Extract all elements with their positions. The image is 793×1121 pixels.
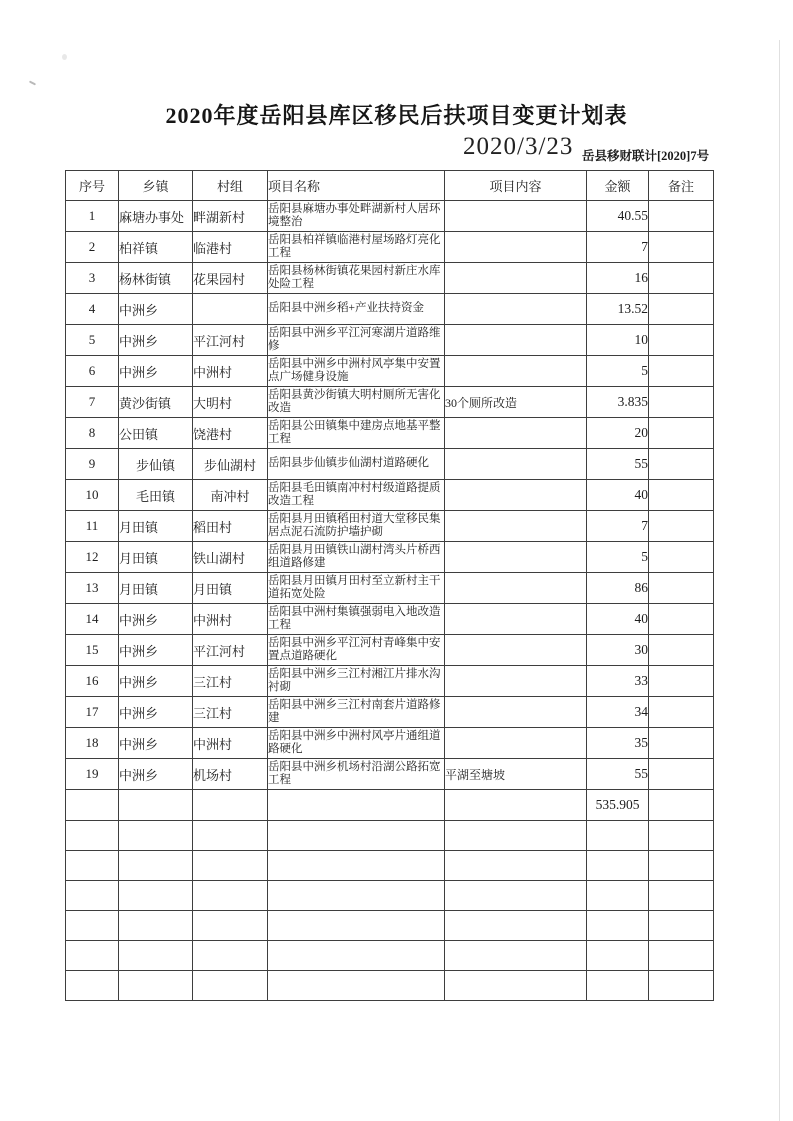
cell-no: 18 xyxy=(66,728,119,759)
cell-amount: 40.55 xyxy=(587,201,649,232)
cell-township: 柏祥镇 xyxy=(119,232,193,263)
cell-township: 月田镇 xyxy=(119,542,193,573)
table-row xyxy=(66,325,714,356)
cell-no xyxy=(66,790,119,821)
cell-village: 三江村 xyxy=(193,697,268,728)
table-row xyxy=(66,263,714,294)
table-row xyxy=(66,201,714,232)
cell-project: 岳阳县中洲乡机场村沿湖公路拓宽工程 xyxy=(268,759,445,790)
cell-no: 1 xyxy=(66,201,119,232)
header-cell-no: 序号 xyxy=(66,171,119,201)
table-row xyxy=(66,511,714,542)
table-row xyxy=(66,387,714,418)
header-cell-remark: 备注 xyxy=(649,171,714,201)
cell-village: 平江河村 xyxy=(193,325,268,356)
table-row xyxy=(66,418,714,449)
cell-village: 平江河村 xyxy=(193,635,268,666)
cell-project xyxy=(268,941,445,971)
cell-no: 5 xyxy=(66,325,119,356)
cell-no xyxy=(66,941,119,971)
table-row xyxy=(66,728,714,759)
cell-project: 岳阳县中洲乡中洲村风亭片通组道路硬化 xyxy=(268,728,445,759)
cell-township: 中洲乡 xyxy=(119,759,193,790)
table-row xyxy=(66,542,714,573)
cell-village: 步仙湖村 xyxy=(193,449,268,480)
empty-row xyxy=(66,851,714,881)
cell-no: 16 xyxy=(66,666,119,697)
empty-row xyxy=(66,911,714,941)
empty-row xyxy=(66,971,714,1001)
cell-village xyxy=(193,294,268,325)
cell-amount: 40 xyxy=(587,604,649,635)
cell-remark xyxy=(649,449,714,480)
cell-project: 岳阳县月田镇铁山湖村湾头片桥西组道路修建 xyxy=(268,542,445,573)
cell-remark xyxy=(649,881,714,911)
cell-village: 临港村 xyxy=(193,232,268,263)
cell-amount: 13.52 xyxy=(587,294,649,325)
cell-remark xyxy=(649,697,714,728)
cell-village: 花果园村 xyxy=(193,263,268,294)
cell-township xyxy=(119,911,193,941)
cell-project: 岳阳县中洲乡平江河村青峰集中安置点道路硬化 xyxy=(268,635,445,666)
cell-project xyxy=(268,911,445,941)
cell-amount xyxy=(587,971,649,1001)
cell-amount: 3.835 xyxy=(587,387,649,418)
cell-project xyxy=(268,821,445,851)
cell-amount xyxy=(587,851,649,881)
cell-content xyxy=(445,881,587,911)
cell-amount: 5 xyxy=(587,542,649,573)
cell-project xyxy=(268,851,445,881)
cell-no xyxy=(66,911,119,941)
cell-content xyxy=(445,911,587,941)
cell-amount: 10 xyxy=(587,325,649,356)
empty-row xyxy=(66,821,714,851)
table-header-row xyxy=(66,171,714,201)
cell-content xyxy=(445,232,587,263)
cell-no: 19 xyxy=(66,759,119,790)
cell-township xyxy=(119,971,193,1001)
cell-content xyxy=(445,666,587,697)
cell-no xyxy=(66,881,119,911)
cell-no: 15 xyxy=(66,635,119,666)
scan-artifact-dash xyxy=(29,80,36,85)
header-cell-township: 乡镇 xyxy=(119,171,193,201)
cell-no: 11 xyxy=(66,511,119,542)
table-row xyxy=(66,759,714,790)
empty-row xyxy=(66,941,714,971)
cell-content xyxy=(445,971,587,1001)
header-cell-project: 项目名称 xyxy=(268,171,445,201)
cell-no: 12 xyxy=(66,542,119,573)
cell-no: 2 xyxy=(66,232,119,263)
scan-artifact-speck xyxy=(62,54,67,60)
cell-remark xyxy=(649,263,714,294)
projects-table xyxy=(65,170,714,1001)
cell-township: 中洲乡 xyxy=(119,325,193,356)
cell-content xyxy=(445,325,587,356)
cell-amount xyxy=(587,911,649,941)
cell-remark xyxy=(649,232,714,263)
cell-no: 13 xyxy=(66,573,119,604)
cell-village xyxy=(193,971,268,1001)
cell-remark xyxy=(649,941,714,971)
cell-project: 岳阳县毛田镇南冲村村级道路提质改造工程 xyxy=(268,480,445,511)
cell-content xyxy=(445,511,587,542)
cell-remark xyxy=(649,759,714,790)
cell-remark xyxy=(649,201,714,232)
cell-project: 岳阳县麻塘办事处畔湖新村人居环境整治 xyxy=(268,201,445,232)
cell-village: 月田镇 xyxy=(193,573,268,604)
cell-township xyxy=(119,881,193,911)
scan-edge-shadow xyxy=(779,40,780,1121)
cell-remark xyxy=(649,790,714,821)
cell-village: 大明村 xyxy=(193,387,268,418)
cell-amount: 535.905 xyxy=(587,790,649,821)
cell-content xyxy=(445,263,587,294)
cell-amount: 33 xyxy=(587,666,649,697)
cell-content: 平湖至塘坡 xyxy=(445,759,587,790)
cell-no: 9 xyxy=(66,449,119,480)
table-row xyxy=(66,604,714,635)
cell-no: 14 xyxy=(66,604,119,635)
cell-content xyxy=(445,851,587,881)
cell-project: 岳阳县黄沙街镇大明村厕所无害化改造 xyxy=(268,387,445,418)
cell-project: 岳阳县柏祥镇临港村屋场路灯亮化工程 xyxy=(268,232,445,263)
cell-project xyxy=(268,881,445,911)
cell-township: 杨林街镇 xyxy=(119,263,193,294)
cell-township xyxy=(119,941,193,971)
cell-village xyxy=(193,911,268,941)
cell-content xyxy=(445,790,587,821)
cell-township: 月田镇 xyxy=(119,511,193,542)
cell-amount: 16 xyxy=(587,263,649,294)
cell-content xyxy=(445,697,587,728)
cell-township: 中洲乡 xyxy=(119,728,193,759)
cell-remark xyxy=(649,821,714,851)
table-row xyxy=(66,573,714,604)
table-body xyxy=(66,201,714,1001)
cell-remark xyxy=(649,666,714,697)
cell-content xyxy=(445,635,587,666)
cell-content xyxy=(445,201,587,232)
cell-project xyxy=(268,971,445,1001)
cell-content xyxy=(445,294,587,325)
cell-no: 7 xyxy=(66,387,119,418)
cell-township xyxy=(119,851,193,881)
cell-township: 中洲乡 xyxy=(119,666,193,697)
cell-content xyxy=(445,449,587,480)
table-row xyxy=(66,480,714,511)
cell-village: 铁山湖村 xyxy=(193,542,268,573)
cell-amount: 5 xyxy=(587,356,649,387)
cell-remark xyxy=(649,511,714,542)
cell-content xyxy=(445,356,587,387)
cell-village: 机场村 xyxy=(193,759,268,790)
cell-township: 中洲乡 xyxy=(119,294,193,325)
cell-amount xyxy=(587,821,649,851)
page-title: 2020年度岳阳县库区移民后扶项目变更计划表 xyxy=(165,103,628,128)
cell-project: 岳阳县中洲乡三江村湘江片排水沟衬砌 xyxy=(268,666,445,697)
cell-no xyxy=(66,821,119,851)
cell-village: 稻田村 xyxy=(193,511,268,542)
cell-no: 17 xyxy=(66,697,119,728)
cell-amount: 35 xyxy=(587,728,649,759)
cell-amount: 40 xyxy=(587,480,649,511)
cell-township: 麻塘办事处 xyxy=(119,201,193,232)
cell-no xyxy=(66,851,119,881)
cell-no: 8 xyxy=(66,418,119,449)
cell-no: 4 xyxy=(66,294,119,325)
cell-content xyxy=(445,573,587,604)
cell-village xyxy=(193,941,268,971)
cell-village: 中洲村 xyxy=(193,728,268,759)
header-cell-village: 村组 xyxy=(193,171,268,201)
cell-content xyxy=(445,418,587,449)
cell-township: 公田镇 xyxy=(119,418,193,449)
cell-township: 月田镇 xyxy=(119,573,193,604)
cell-township: 黄沙街镇 xyxy=(119,387,193,418)
cell-remark xyxy=(649,542,714,573)
table-row xyxy=(66,666,714,697)
cell-amount xyxy=(587,881,649,911)
cell-no: 3 xyxy=(66,263,119,294)
cell-no: 6 xyxy=(66,356,119,387)
cell-project xyxy=(268,790,445,821)
cell-amount: 86 xyxy=(587,573,649,604)
total-row xyxy=(66,790,714,821)
cell-township: 中洲乡 xyxy=(119,356,193,387)
cell-remark xyxy=(649,294,714,325)
cell-township: 中洲乡 xyxy=(119,635,193,666)
cell-township xyxy=(119,821,193,851)
table-row xyxy=(66,232,714,263)
cell-content xyxy=(445,821,587,851)
cell-project: 岳阳县月田镇月田村至立新村主干道拓宽处险 xyxy=(268,573,445,604)
cell-project: 岳阳县中洲乡中洲村风亭集中安置点广场健身设施 xyxy=(268,356,445,387)
table-row xyxy=(66,635,714,666)
cell-remark xyxy=(649,325,714,356)
cell-remark xyxy=(649,728,714,759)
cell-content xyxy=(445,941,587,971)
document-date: 2020/3/23 xyxy=(463,133,574,160)
cell-village: 饶港村 xyxy=(193,418,268,449)
cell-village xyxy=(193,821,268,851)
cell-project: 岳阳县杨林街镇花果园村新庄水库处险工程 xyxy=(268,263,445,294)
table-row xyxy=(66,697,714,728)
cell-content xyxy=(445,480,587,511)
cell-project: 岳阳县中洲村集镇强弱电入地改造工程 xyxy=(268,604,445,635)
header-cell-amount: 金额 xyxy=(587,171,649,201)
cell-remark xyxy=(649,911,714,941)
cell-remark xyxy=(649,387,714,418)
cell-remark xyxy=(649,573,714,604)
cell-remark xyxy=(649,635,714,666)
table-row xyxy=(66,294,714,325)
cell-amount: 20 xyxy=(587,418,649,449)
cell-content xyxy=(445,542,587,573)
cell-amount: 34 xyxy=(587,697,649,728)
table-row xyxy=(66,449,714,480)
cell-project: 岳阳县中洲乡三江村南套片道路修建 xyxy=(268,697,445,728)
header-cell-content: 项目内容 xyxy=(445,171,587,201)
cell-remark xyxy=(649,604,714,635)
cell-project: 岳阳县步仙镇步仙湖村道路硬化 xyxy=(268,449,445,480)
document-number: 岳县移财联计[2020]7号 xyxy=(582,149,710,163)
cell-no: 10 xyxy=(66,480,119,511)
cell-content: 30个厕所改造 xyxy=(445,387,587,418)
table-row xyxy=(66,356,714,387)
cell-project: 岳阳县公田镇集中建房点地基平整工程 xyxy=(268,418,445,449)
cell-township: 中洲乡 xyxy=(119,697,193,728)
cell-township: 毛田镇 xyxy=(119,480,193,511)
cell-remark xyxy=(649,418,714,449)
cell-village: 中洲村 xyxy=(193,604,268,635)
cell-village: 畔湖新村 xyxy=(193,201,268,232)
cell-amount xyxy=(587,941,649,971)
cell-township xyxy=(119,790,193,821)
cell-amount: 55 xyxy=(587,759,649,790)
empty-row xyxy=(66,881,714,911)
cell-project: 岳阳县月田镇稻田村道大堂移民集居点泥石流防护墙护砌 xyxy=(268,511,445,542)
cell-remark xyxy=(649,480,714,511)
cell-township: 中洲乡 xyxy=(119,604,193,635)
cell-content xyxy=(445,604,587,635)
cell-project: 岳阳县中洲乡平江河寒湖片道路维修 xyxy=(268,325,445,356)
cell-amount: 7 xyxy=(587,511,649,542)
cell-amount: 55 xyxy=(587,449,649,480)
cell-remark xyxy=(649,356,714,387)
cell-village: 三江村 xyxy=(193,666,268,697)
cell-amount: 7 xyxy=(587,232,649,263)
cell-township: 步仙镇 xyxy=(119,449,193,480)
cell-village: 南冲村 xyxy=(193,480,268,511)
cell-amount: 30 xyxy=(587,635,649,666)
cell-content xyxy=(445,728,587,759)
cell-project: 岳阳县中洲乡稻+产业扶持资金 xyxy=(268,294,445,325)
cell-remark xyxy=(649,971,714,1001)
cell-remark xyxy=(649,851,714,881)
cell-village: 中洲村 xyxy=(193,356,268,387)
cell-village xyxy=(193,851,268,881)
cell-village xyxy=(193,790,268,821)
cell-no xyxy=(66,971,119,1001)
cell-village xyxy=(193,881,268,911)
